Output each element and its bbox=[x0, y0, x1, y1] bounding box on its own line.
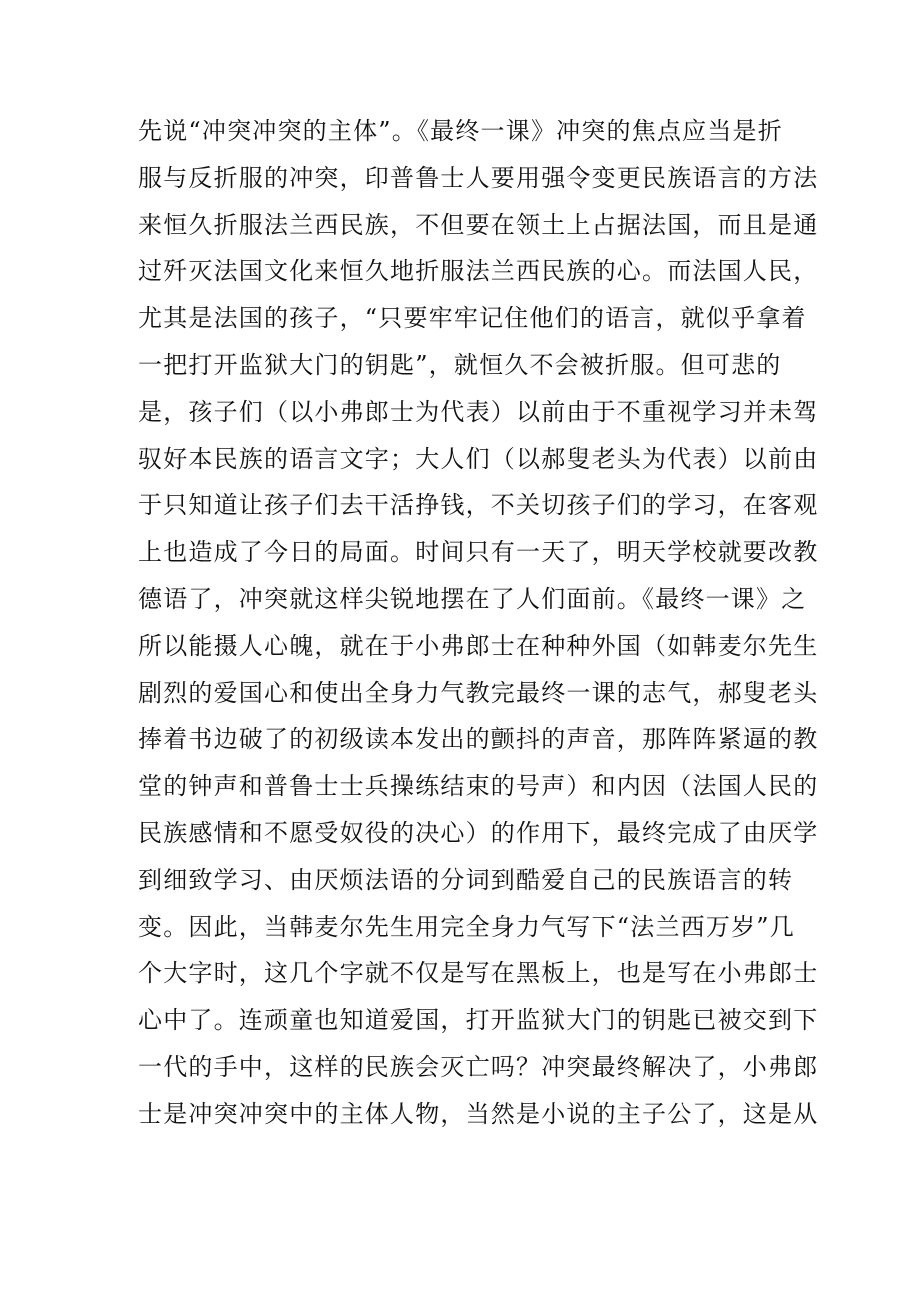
text-line: 士是冲突冲突中的主体人物，当然是小说的主子公了，这是从 bbox=[138, 1099, 819, 1128]
text-line: 过歼灭法国文化来恒久地折服法兰西民族的心。而法国人民， bbox=[138, 257, 819, 286]
text-line: 尤其是法国的孩子，“只要牢牢记住他们的语言，就似乎拿着 bbox=[138, 304, 807, 333]
text-line: 来恒久折服法兰西民族，不但要在领土上占据法国，而且是通 bbox=[138, 210, 819, 239]
text-line: 民族感情和不愿受奴役的决心）的作用下，最终完成了由厌学 bbox=[138, 818, 819, 847]
text-line: 心中了。连顽童也知道爱国，打开监狱大门的钥匙已被交到下 bbox=[138, 1006, 819, 1035]
text-line: 捧着书边破了的初级读本发出的颤抖的声音，那阵阵紧逼的教 bbox=[138, 725, 819, 754]
text-line: 一把打开监狱大门的钥匙”，就恒久不会被折服。但可悲的 bbox=[138, 350, 782, 379]
body-paragraph bbox=[138, 108, 819, 1138]
text-line: 到细致学习、由厌烦法语的分词到酷爱自己的民族语言的转 bbox=[138, 865, 794, 894]
text-line: 德语了，冲突就这样尖锐地摆在了人们面前。《最终一课》之 bbox=[138, 584, 807, 613]
text-line: 上也造成了今日的局面。时间只有一天了，明天学校就要改教 bbox=[138, 538, 819, 567]
text-line: 个大字时，这几个字就不仅是写在黑板上，也是写在小弗郎士 bbox=[138, 959, 819, 988]
text-line: 先说“冲突冲突的主体”。《最终一课》冲突的焦点应当是折 bbox=[138, 117, 783, 145]
text-line: 一代的手中，这样的民族会灭亡吗？冲突最终解决了，小弗郎 bbox=[138, 1052, 819, 1081]
text-line: 堂的钟声和普鲁士士兵操练结束的号声）和内因（法国人民的 bbox=[138, 772, 819, 801]
text-line: 是，孩子们（以小弗郎士为代表）以前由于不重视学习并未驾 bbox=[138, 397, 819, 426]
text-line: 剧烈的爱国心和使出全身力气教完最终一课的志气，郝叟老头 bbox=[138, 678, 819, 707]
text-line: 驭好本民族的语言文字；大人们（以郝叟老头为代表）以前由 bbox=[138, 444, 819, 473]
text-line: 变。因此，当韩麦尔先生用完全身力气写下“法兰西万岁”几 bbox=[138, 912, 795, 941]
text-line: 服与反折服的冲突，印普鲁士人要用强令变更民族语言的方法 bbox=[138, 163, 819, 192]
text-line: 于只知道让孩子们去干活挣钱，不关切孩子们的学习，在客观 bbox=[138, 491, 819, 520]
text-line: 所以能摄人心魄，就在于小弗郎士在种种外国（如韩麦尔先生 bbox=[138, 631, 819, 660]
